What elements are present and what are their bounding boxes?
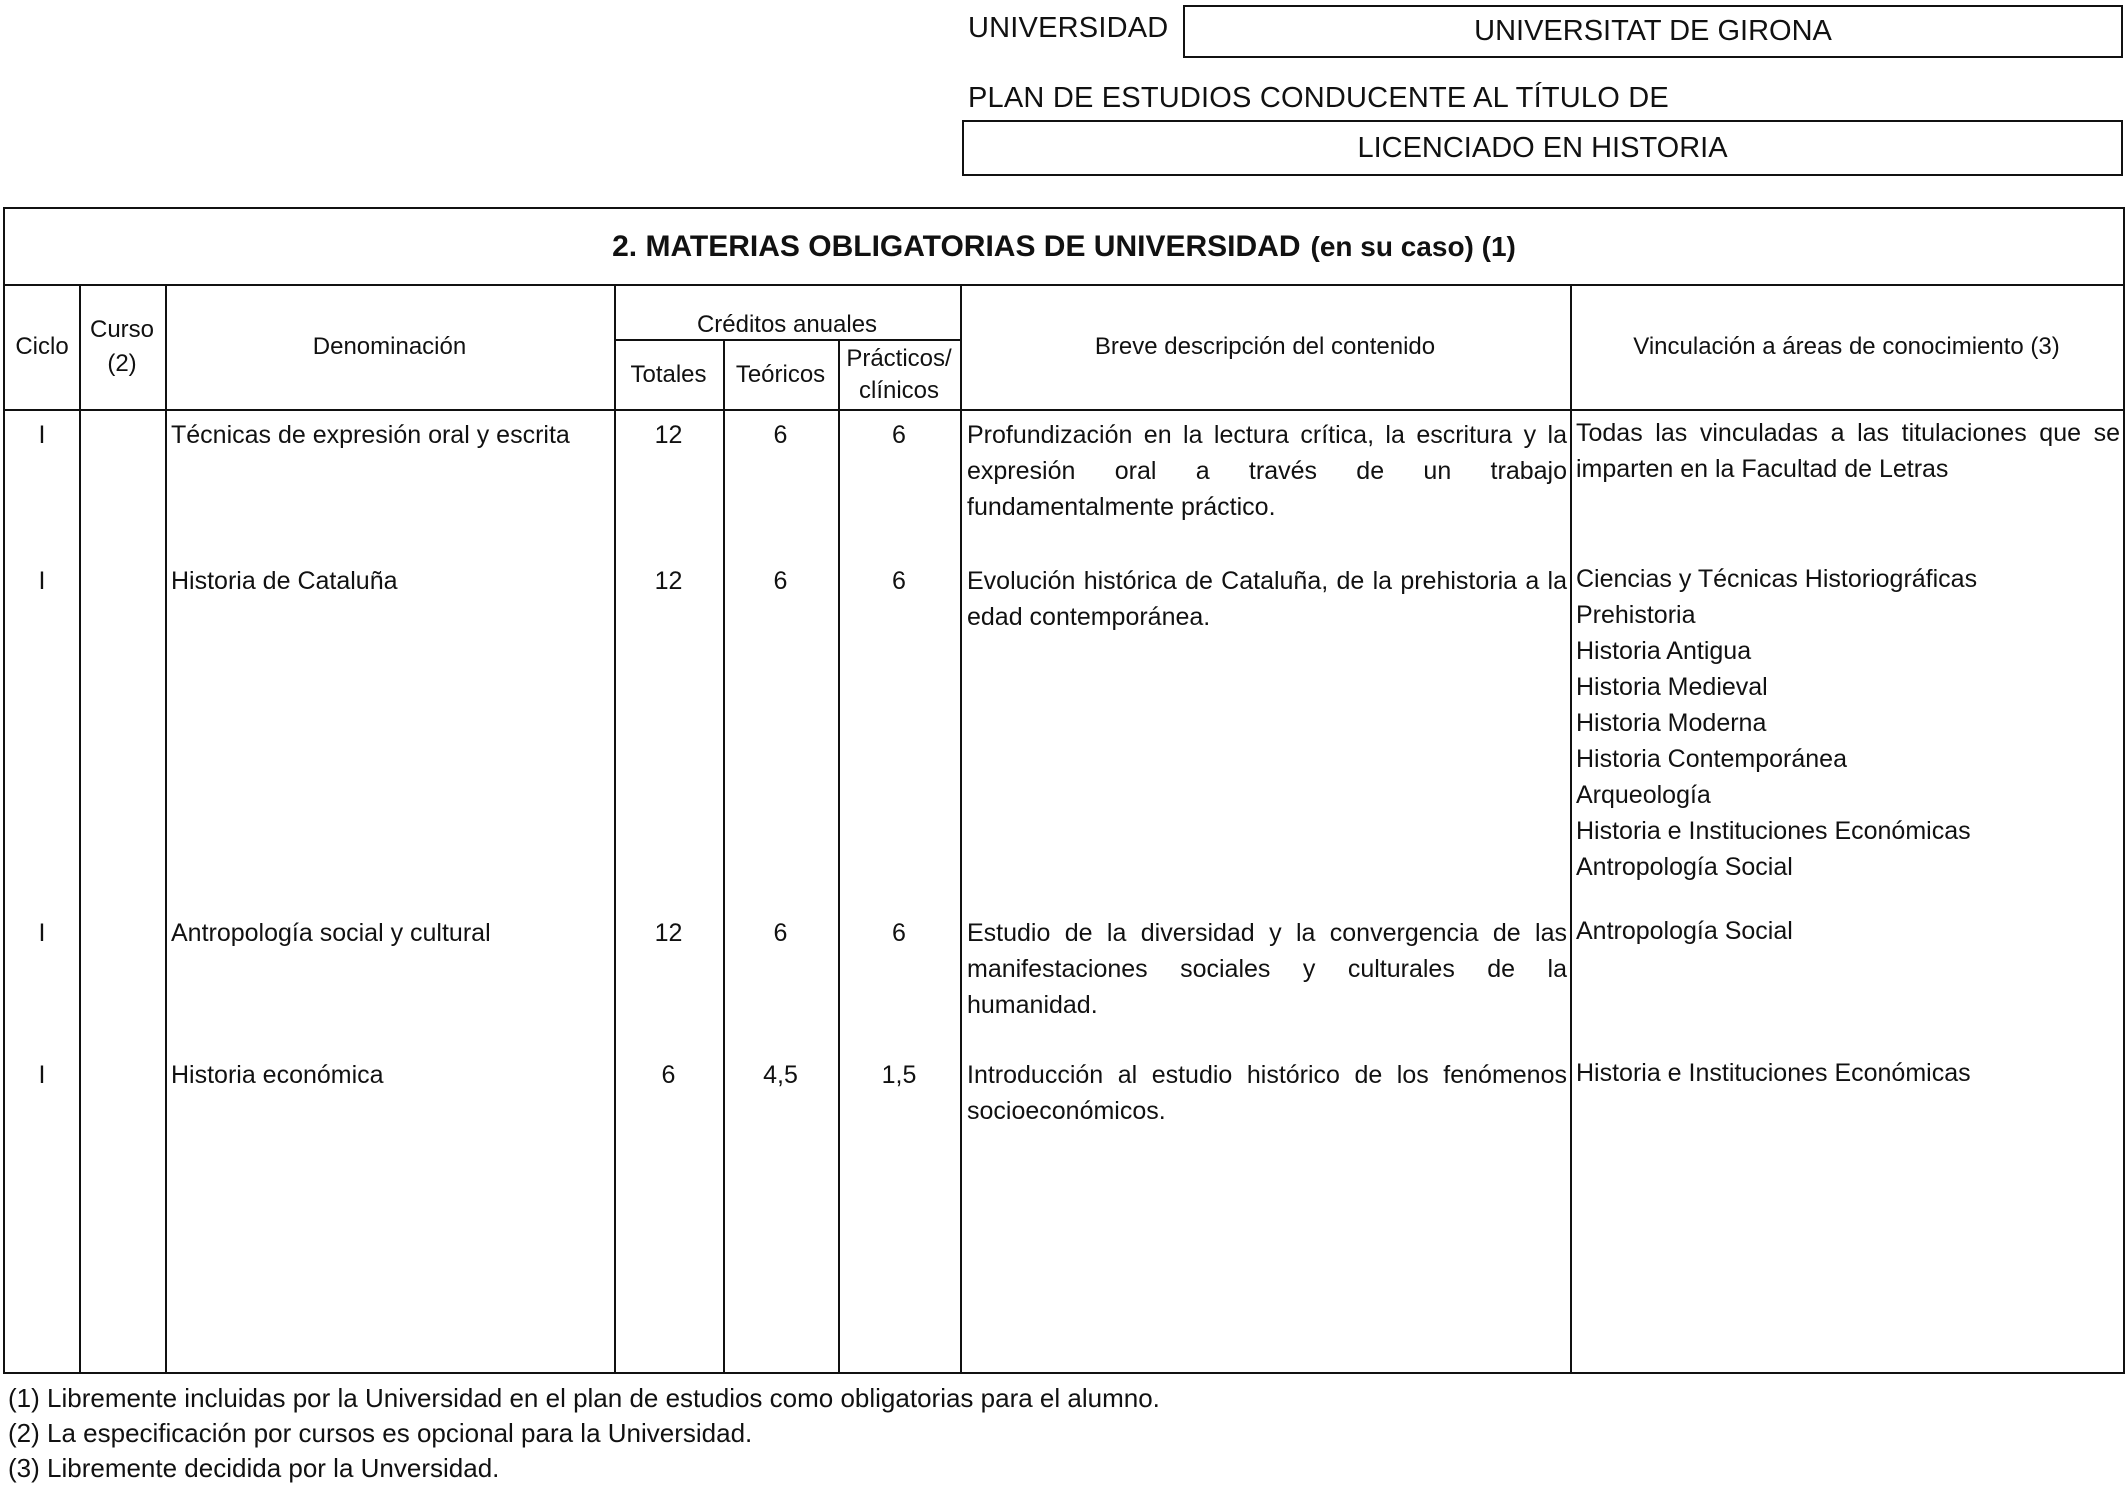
row2-area-0: Ciencias y Técnicas Historiográficas (1576, 565, 1978, 593)
th-descripcion (960, 284, 1570, 409)
col-divider-creditos (960, 284, 962, 1372)
universidad-label: UNIVERSIDAD (968, 12, 1169, 44)
th-ciclo (5, 284, 79, 409)
row2-ciclo: I (38, 567, 46, 595)
footnote-2: (2) La especificación por cursos es opcional para la Universidad. (8, 1418, 753, 1448)
th-curso-line1: Curso (89, 315, 155, 343)
th-creditos (614, 309, 960, 341)
row3-practicos: 6 (892, 919, 906, 947)
row3-totales: 12 (654, 919, 683, 947)
row2-descripcion: Evolución histórica de Cataluña, de la prehistoria a la edad contemporánea. (967, 567, 1567, 631)
row2-area-4: Historia Moderna (1576, 709, 1767, 737)
row1-totales: 12 (654, 421, 683, 449)
universidad-value: UNIVERSITAT DE GIRONA (1474, 15, 1832, 47)
th-teoricos-text: Teóricos (735, 361, 826, 388)
th-descripcion-text: Breve descripción del contenido (1094, 332, 1436, 360)
th-denominacion-text: Denominación (312, 332, 467, 360)
th-curso (79, 284, 165, 409)
row4-totales: 6 (661, 1061, 676, 1089)
th-totales-text: Totales (630, 361, 707, 388)
th-practicos (838, 341, 960, 409)
row3-descripcion: Estudio de la diversidad y la convergencia de las manifestaciones sociales y culturales de la humanidad. (967, 919, 1567, 1019)
row4-denominacion: Historia económica (171, 1061, 384, 1089)
table-title-suffix: (en su caso) (1) (1310, 230, 1516, 262)
th-ciclo-text: Ciclo (15, 332, 69, 360)
th-curso-line2: (2) (107, 349, 137, 377)
row1-teoricos: 6 (773, 421, 788, 449)
col-divider-totales (723, 339, 725, 1372)
row2-totales: 12 (654, 567, 683, 595)
row4-teoricos: 4,5 (763, 1061, 798, 1089)
materias-table (3, 207, 2125, 1374)
th-totales (614, 341, 723, 409)
row1-ciclo: I (38, 421, 46, 449)
row3-ciclo: I (38, 919, 46, 947)
row3-area-0: Antropología Social (1576, 917, 1793, 945)
row2-area-8: Antropología Social (1576, 853, 1793, 881)
row1-denominacion: Técnicas de expresión oral y escrita (171, 421, 570, 449)
row2-areas (1576, 561, 2120, 885)
row4-practicos: 1,5 (881, 1061, 917, 1089)
footnote-1: (1) Libremente incluidas por la Universidad en el plan de estudios como obligatorias para el alumno. (8, 1383, 1160, 1413)
row2-area-3: Historia Medieval (1576, 673, 1768, 701)
col-divider-ciclo (79, 284, 81, 1372)
header-bottom-line (5, 409, 2123, 411)
row1-area-0: Todas las vinculadas a las titulaciones que se imparten en la Facultad de Letras (1576, 419, 2120, 483)
row2-area-1: Prehistoria (1576, 601, 1696, 629)
titulo-value-box (962, 120, 2123, 176)
row2-area-5: Historia Contemporánea (1576, 745, 1847, 773)
col-divider-teoricos (838, 339, 840, 1372)
th-practicos-line2: clínicos (858, 377, 940, 404)
row4-ciclo: I (38, 1061, 46, 1089)
table-title (5, 209, 2123, 286)
universidad-value-box (1183, 5, 2123, 58)
table-title-main: 2. MATERIAS OBLIGATORIAS DE UNIVERSIDAD (612, 229, 1301, 263)
row4-area-0: Historia e Instituciones Económicas (1576, 1059, 1971, 1087)
titulo-value: LICENCIADO EN HISTORIA (1357, 131, 1728, 164)
row4-descripcion: Introducción al estudio histórico de los fenómenos socioeconómicos. (967, 1061, 1567, 1125)
th-creditos-text: Créditos anuales (696, 311, 878, 338)
row3-teoricos: 6 (773, 919, 788, 947)
row2-area-6: Arqueología (1576, 781, 1711, 809)
row2-denominacion: Historia de Cataluña (171, 567, 398, 595)
footnote-3: (3) Libremente decidida por la Unversidad. (8, 1453, 500, 1483)
row2-practicos: 6 (892, 567, 906, 595)
row2-area-7: Historia e Instituciones Económicas (1576, 817, 1971, 845)
col-divider-curso (165, 284, 167, 1372)
row1-descripcion: Profundización en la lectura crítica, la escritura y la expresión oral a través de un trabajo fundamentalmente práctico. (967, 421, 1567, 521)
th-teoricos (723, 341, 838, 409)
col-divider-descripcion (1570, 284, 1572, 1372)
plan-estudios-label: PLAN DE ESTUDIOS CONDUCENTE AL TÍTULO DE (968, 82, 1669, 114)
row1-practicos: 6 (892, 421, 906, 449)
row2-teoricos: 6 (773, 567, 788, 595)
th-denominacion (165, 284, 614, 409)
row2-area-2: Historia Antigua (1576, 637, 1752, 665)
th-practicos-line1: Prácticos/ (846, 345, 952, 372)
row3-denominacion: Antropología social y cultural (171, 919, 491, 947)
th-vinculacion (1570, 284, 2123, 409)
th-vinculacion-text: Vinculación a áreas de conocimiento (3) (1633, 332, 2060, 360)
